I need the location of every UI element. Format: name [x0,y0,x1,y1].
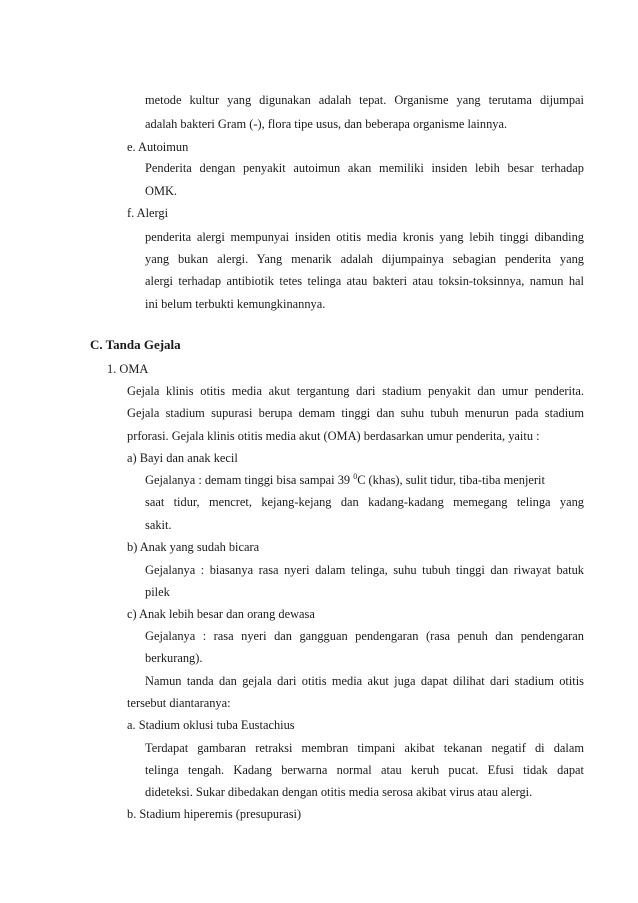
text-line: ini belum terbukti kemungkinannya. [145,297,326,311]
text-line: telinga tengah. Kadang berwarna normal atau keruh pucat. Efusi tidak dapat [145,763,584,777]
text-line: Gejalanya : biasanya rasa nyeri dalam telinga, suhu tubuh tinggi dan riwayat batuk [145,563,584,577]
text-line: prforasi. Gejala klinis otitis media akut (OMA) berdasarkan umur penderita, yaitu : [127,429,540,443]
list-item-f: f. Alergi [127,206,169,220]
list-item-1: 1. OMA [107,362,149,376]
list-item-c: c) Anak lebih besar dan orang dewasa [127,607,315,621]
text-segment: Gejalanya : demam tinggi bisa sampai 39 $^0$C (khas), sulit tidur, tiba-tiba menjerit [145,472,545,487]
text-line: Gejala stadium supurasi berupa demam tinggi dan suhu tubuh menurun pada stadium [127,406,584,420]
text-line: pilek [145,585,170,599]
text-line: Namun tanda dan gejala dari otitis media akut juga dapat dilihat dari stadium otitis [145,674,584,688]
list-item-b: b) Anak yang sudah bicara [127,540,260,554]
text-line: berkurang). [145,651,203,665]
text-line: dideteksi. Sukar dibedakan dengan otitis media serosa akibat virus atau alergi. [145,785,533,799]
text-line: adalah bakteri Gram (-), flora tipe usus, dan beberapa organisme lainnya. [145,117,508,131]
text-line: yang bukan alergi. Yang menarik adalah dijumpainya sebagian penderita yang [145,252,584,266]
text-line: alergi terhadap antibiotik tetes telinga atau bakteri atau toksin-toksinnya, namun hal [145,274,584,288]
list-item-a: a. Stadium oklusi tuba Eustachius [127,718,295,732]
superscript: 0 [353,472,358,481]
text-line: Gejalanya : rasa nyeri dan gangguan pendengaran (rasa penuh dan pendengaran [145,629,584,643]
text-line: saat tidur, mencret, kejang-kejang dan kadang-kadang memegang telinga yang [145,495,584,509]
text-line: sakit. [145,518,172,532]
text-line: penderita alergi mempunyai insiden otitis media kronis yang lebih tinggi dibanding [145,230,584,244]
text-line: metode kultur yang digunakan adalah tepat. Organisme yang terutama dijumpai [145,93,584,107]
list-item-a: a) Bayi dan anak kecil [127,451,238,465]
text-line: tersebut diantaranya: [127,696,231,710]
section-heading: C. Tanda Gejala [90,337,181,352]
text-line: Terdapat gambaran retraksi membran timpani akibat tekanan negatif di dalam [145,741,584,755]
text-line: Gejala klinis otitis media akut tergantung dari stadium penyakit dan umur penderita. [127,384,584,398]
text-line: Penderita dengan penyakit autoimun akan memiliki insiden lebih besar terhadap [145,161,584,175]
text-line: OMK. [145,184,178,198]
list-item-b: b. Stadium hiperemis (presupurasi) [127,807,302,821]
text-line [145,472,584,488]
list-item-e: e. Autoimun [127,140,189,154]
